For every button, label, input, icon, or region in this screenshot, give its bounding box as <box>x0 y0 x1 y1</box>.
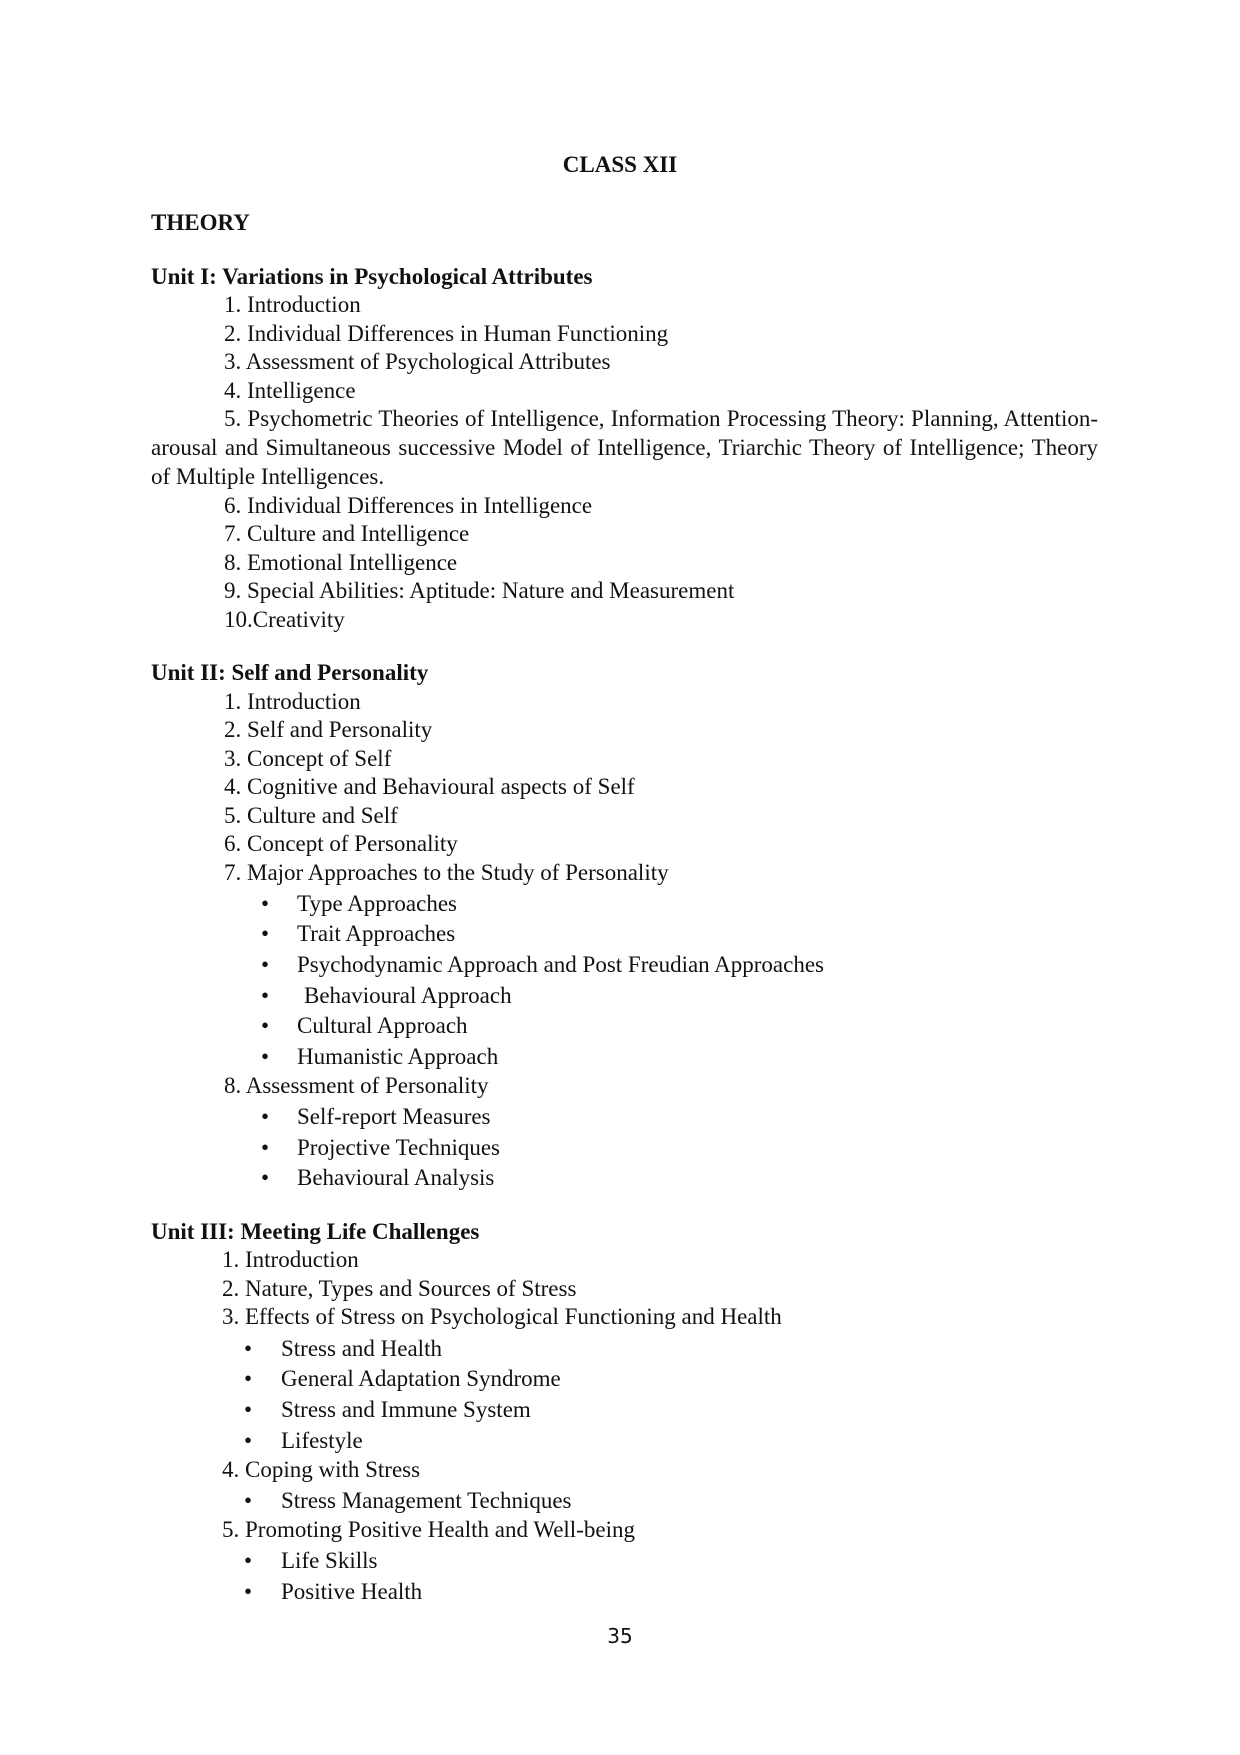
bullet-icon: • <box>244 1579 253 1604</box>
class-title: CLASS XII <box>562 152 678 177</box>
bullet-icon: • <box>244 1366 253 1391</box>
unit-1-item: 9. Special Abilities: Aptitude: Nature and Measurement <box>224 578 735 603</box>
bullet-icon: • <box>261 1013 270 1038</box>
unit-2-item: 5. Culture and Self <box>224 803 398 828</box>
bullet-icon: • <box>244 1336 253 1361</box>
unit-2-item: 4. Cognitive and Behavioural aspects of Self <box>224 774 635 799</box>
bullet-icon: • <box>244 1428 253 1453</box>
unit-1-item: 8. Emotional Intelligence <box>224 550 458 575</box>
unit-3-title: Unit III: Meeting Life Challenges <box>151 1219 480 1244</box>
bullet-icon: • <box>261 1104 270 1129</box>
bullet-icon: • <box>261 1135 270 1160</box>
bullet-icon: • <box>261 891 270 916</box>
unit-1-item: 2. Individual Differences in Human Functioning <box>224 321 669 346</box>
unit-1-item: 10.Creativity <box>224 607 345 632</box>
unit-3-item: 4. Coping with Stress <box>222 1457 421 1482</box>
unit-3-item: 3. Effects of Stress on Psychological Functioning and Health <box>222 1304 782 1329</box>
unit-3-item: 1. Introduction <box>222 1247 359 1272</box>
unit-1-title: Unit I: Variations in Psychological Attributes <box>151 264 593 289</box>
page-number: 35 <box>607 1624 633 1648</box>
bullet-icon: • <box>261 921 270 946</box>
unit-1-item-paragraph: 5. Psychometric Theories of Intelligence, Information Processing Theory: Planning, Attention-arousal and Simultaneous successive Model of Intelligence, Triarchic Theory of Intelligence; Theory of Multiple Intelligences. <box>151 406 1098 489</box>
bullet-icon: • <box>261 983 270 1008</box>
unit-1-item: 4. Intelligence <box>224 378 356 403</box>
bullet-icon: • <box>261 952 270 977</box>
bullet-icon: • <box>261 1044 270 1069</box>
unit-1-item: 7. Culture and Intelligence <box>224 521 470 546</box>
section-title: THEORY <box>151 210 250 235</box>
unit-1-item: 6. Individual Differences in Intelligence <box>224 493 593 518</box>
unit-1-item: 3. Assessment of Psychological Attributes <box>224 349 611 374</box>
unit-2-item: 1. Introduction <box>224 689 361 714</box>
unit-2-item: 6. Concept of Personality <box>224 831 458 856</box>
unit-3-item: 2. Nature, Types and Sources of Stress <box>222 1276 577 1301</box>
unit-2-item: 7. Major Approaches to the Study of Personality <box>224 860 669 885</box>
unit-1-item: 1. Introduction <box>224 292 361 317</box>
unit-2-title: Unit II: Self and Personality <box>151 660 429 685</box>
unit-2-item: 2. Self and Personality <box>224 717 433 742</box>
bullet-icon: • <box>244 1397 253 1422</box>
document-page: CLASS XII THEORY Unit I: Variations in Psychological Attributes 1. Introduction 2. Individual Differences in Human Functioning 3. Assessment of Psychological Attributes 4. Intelligence 5. Psychometric Theories of Intelligence, Information Processing Theory: Planning, Attention-arousal and Simultaneous successive Model of Intelligence, Triarchic Theory of Intelligence; Theory of Multiple Intelligences. 6. Individual Differences in Intelligence 7. Culture and Intelligence 8. Emotional Intelligence 9. Special Abilities: Aptitude: Nature and Measurement 10.Creativity Unit II: Self and Personality 1. Introduction 2. Self and Personality 3. Concept of Self 4. Cognitive and Behavioural aspects of Self 5. Culture and Self 6. Concept of Personality 7. Major Approaches to the Study of Personality • Type Approaches • Trait Approaches • Psychodynamic Approach and Post Freudian Approaches • Behavioural Approach • Cultural Approach • Humanistic Approach 8. Assessment of Personality • Self-report Measures • Projective Techniques • Behavioural Analysis Unit III: Meeting Life Challenges 1. Introduction 2. Nature, Types and Sources of Stress 3. Effects of Stress on Psychological Functioning and Health • Stress and Health • General Adaptation Syndrome • Stress and Immune System • Lifestyle 4. Coping with Stress • Stress Management Techniques 5. Promoting Positive Health and Well-being • Life Skills • Positive Health 35 <box>0 0 1240 1755</box>
unit-3-item: 5. Promoting Positive Health and Well-being <box>222 1517 635 1542</box>
bullet-icon: • <box>244 1548 253 1573</box>
bullet-icon: • <box>244 1488 253 1513</box>
unit-2-item: 8. Assessment of Personality <box>224 1073 489 1098</box>
unit-2-item: 3. Concept of Self <box>224 746 392 771</box>
bullet-icon: • <box>261 1165 270 1190</box>
